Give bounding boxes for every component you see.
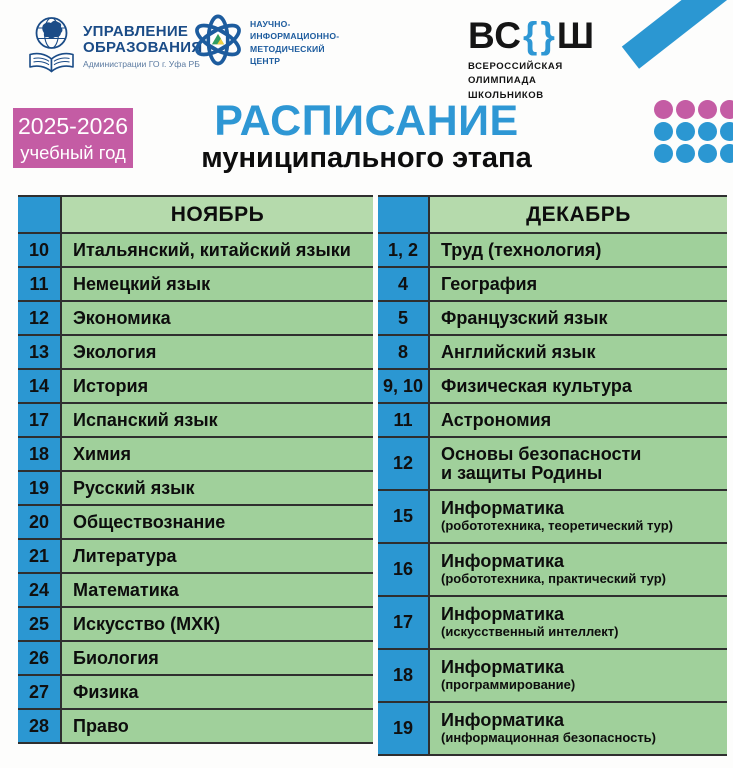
date-cell: 27 (18, 676, 62, 708)
table-row (18, 302, 373, 336)
subject-name: Физическая культура (441, 375, 632, 396)
dot-decoration (654, 144, 673, 163)
subject-cell (62, 608, 373, 640)
table-header-row (378, 197, 727, 234)
atom-icon (190, 12, 246, 73)
subject-name: Информатика (441, 657, 565, 678)
table-row (378, 370, 727, 404)
subject-name: Обществознание (73, 511, 226, 532)
subject-cell (430, 438, 727, 489)
globe-book-icon (28, 15, 75, 80)
vsosh-wordmark: ВС{}Ш (468, 15, 596, 56)
table-row (18, 608, 373, 642)
month-title: ДЕКАБРЬ (526, 202, 631, 226)
brace-open: { (523, 15, 539, 56)
subject-name: Физика (73, 681, 139, 702)
table-row (378, 302, 727, 336)
date-cell: 5 (378, 302, 430, 334)
subject-name: Французский язык (441, 307, 608, 328)
subject-name: Биология (73, 647, 159, 668)
month-header-cell (62, 197, 373, 232)
subject-name: Немецкий язык (73, 273, 211, 294)
table-row (378, 597, 727, 650)
subject-cell (430, 404, 727, 436)
subject-cell (62, 506, 373, 538)
subject-cell (62, 574, 373, 606)
vsosh-subtitle: ВСЕРОССИЙСКАЯ ОЛИМПИАДА ШКОЛЬНИКОВ (468, 61, 563, 101)
table-row (18, 268, 373, 302)
date-cell: 25 (18, 608, 62, 640)
subject-name: Информатика (441, 551, 565, 572)
org2-line: МЕТОДИЧЕСКИЙ (250, 43, 325, 54)
table-row (18, 472, 373, 506)
date-cell: 20 (18, 506, 62, 538)
subject-name: Искусство (МХК) (73, 613, 221, 634)
page-title: РАСПИСАНИЕ (214, 97, 519, 145)
table-row (378, 438, 727, 491)
table-row (18, 404, 373, 438)
date-cell: 15 (378, 491, 430, 542)
page-subtitle: муниципального этапа (201, 141, 532, 174)
table-row (18, 676, 373, 710)
date-cell: 19 (378, 703, 430, 754)
dot-decoration (698, 144, 717, 163)
dot-decoration (698, 100, 717, 119)
date-cell: 10 (18, 234, 62, 266)
subject-cell (430, 302, 727, 334)
table-row (18, 574, 373, 608)
subject-cell (62, 234, 373, 266)
subject-name: Информатика (441, 710, 565, 731)
table-row (18, 336, 373, 370)
date-cell: 1, 2 (378, 234, 430, 266)
subject-cell (62, 676, 373, 708)
subject-name: Труд (технология) (441, 239, 602, 260)
date-cell: 11 (378, 404, 430, 436)
subject-name: История (73, 375, 149, 396)
subject-name: Астрономия (441, 409, 552, 430)
subject-cell (430, 268, 727, 300)
date-cell: 26 (18, 642, 62, 674)
subject-name: Химия (73, 443, 131, 464)
date-cell: 19 (18, 472, 62, 504)
date-column-header (18, 197, 62, 232)
date-cell: 21 (18, 540, 62, 572)
education-department-logo (28, 15, 202, 80)
methodical-center-logo (190, 12, 339, 73)
subject-name: Русский язык (73, 477, 195, 498)
subject-name: Литература (73, 545, 177, 566)
subject-cell (430, 370, 727, 402)
subject-name: Информатика (441, 604, 565, 625)
org2-line: ИНФОРМАЦИОННО- (250, 31, 340, 42)
table-row (378, 544, 727, 597)
date-cell: 9, 10 (378, 370, 430, 402)
subject-name: Основы безопасности (441, 443, 642, 464)
subject-cell (430, 336, 727, 368)
org2-line: НАУЧНО- (250, 18, 291, 29)
corner-stripe-decoration (622, 0, 733, 69)
dot-decoration (720, 144, 733, 163)
table-row (378, 404, 727, 438)
banner-titles (0, 97, 733, 174)
subject-cell (62, 642, 373, 674)
subject-cell (62, 540, 373, 572)
date-cell: 14 (18, 370, 62, 402)
table-row (378, 336, 727, 370)
table-row (18, 710, 373, 744)
subject-name: Английский язык (441, 341, 596, 362)
subject-cell (62, 404, 373, 436)
date-cell: 12 (18, 302, 62, 334)
table-row (378, 268, 727, 302)
org1-name-line2: ОБРАЗОВАНИЯ (83, 39, 203, 57)
subject-name: Информатика (441, 498, 565, 519)
brace-close: } (540, 15, 556, 56)
subject-name: География (441, 273, 538, 294)
subject-detail: (робототехника, практический тур) (441, 571, 666, 587)
month-header-cell (430, 197, 727, 232)
subject-cell (430, 234, 727, 266)
year-badge-years: 2025-2026 (18, 113, 128, 140)
date-cell: 28 (18, 710, 62, 742)
subject-cell (430, 597, 727, 648)
schedule-table-december (378, 195, 727, 756)
schedule-table-november (18, 195, 373, 744)
subject-cell (62, 472, 373, 504)
dot-decoration (720, 100, 733, 119)
table-row (18, 642, 373, 676)
subject-cell (62, 438, 373, 470)
table-row (378, 650, 727, 703)
date-cell: 24 (18, 574, 62, 606)
dot-decoration (698, 122, 717, 141)
date-cell: 17 (18, 404, 62, 436)
vsosh-logo (468, 17, 595, 103)
month-title: НОЯБРЬ (170, 202, 265, 226)
subject-cell (62, 710, 373, 742)
table-row (18, 234, 373, 268)
date-cell: 16 (378, 544, 430, 595)
subject-name: Право (73, 715, 129, 736)
org2-line: ЦЕНТР (250, 55, 281, 66)
table-row (18, 540, 373, 574)
date-cell: 12 (378, 438, 430, 489)
table-header-row (18, 197, 373, 234)
dot-decoration (654, 100, 673, 119)
table-row (18, 438, 373, 472)
subject-name: Математика (73, 579, 179, 600)
subject-detail: (информационная безопасность) (441, 730, 657, 746)
subject-detail: (искусственный интеллект) (441, 624, 619, 640)
subject-detail: (робототехника, теоретический тур) (441, 518, 673, 534)
date-cell: 18 (18, 438, 62, 470)
subject-name: Испанский язык (73, 409, 218, 430)
subject-cell (62, 268, 373, 300)
date-cell: 8 (378, 336, 430, 368)
table-row (18, 370, 373, 404)
dots-decoration (654, 100, 733, 163)
date-cell: 11 (18, 268, 62, 300)
dot-decoration (676, 144, 695, 163)
date-cell: 4 (378, 268, 430, 300)
table-row (378, 234, 727, 268)
date-cell: 18 (378, 650, 430, 701)
subject-name: Экономика (73, 307, 171, 328)
subject-cell (430, 544, 727, 595)
table-row (378, 491, 727, 544)
subject-name: Экология (73, 341, 157, 362)
date-cell: 13 (18, 336, 62, 368)
table-row (378, 703, 727, 756)
subject-cell (430, 491, 727, 542)
dot-decoration (676, 100, 695, 119)
dot-decoration (654, 122, 673, 141)
dot-decoration (720, 122, 733, 141)
date-cell: 17 (378, 597, 430, 648)
subject-cell (62, 370, 373, 402)
subject-cell (430, 650, 727, 701)
year-badge-label: учебный год (20, 141, 126, 163)
org1-name-line1: УПРАВЛЕНИЕ (83, 23, 189, 40)
subject-cell (62, 302, 373, 334)
org1-subtitle: Администрации ГО г. Уфа РБ (83, 59, 200, 70)
subject-detail: (программирование) (441, 677, 576, 693)
subject-cell (62, 336, 373, 368)
dot-decoration (676, 122, 695, 141)
subject-cell (430, 703, 727, 754)
table-row (18, 506, 373, 540)
date-column-header (378, 197, 430, 232)
subject-name-line2: и защиты Родины (441, 462, 603, 483)
subject-name: Итальянский, китайский языки (73, 239, 351, 260)
